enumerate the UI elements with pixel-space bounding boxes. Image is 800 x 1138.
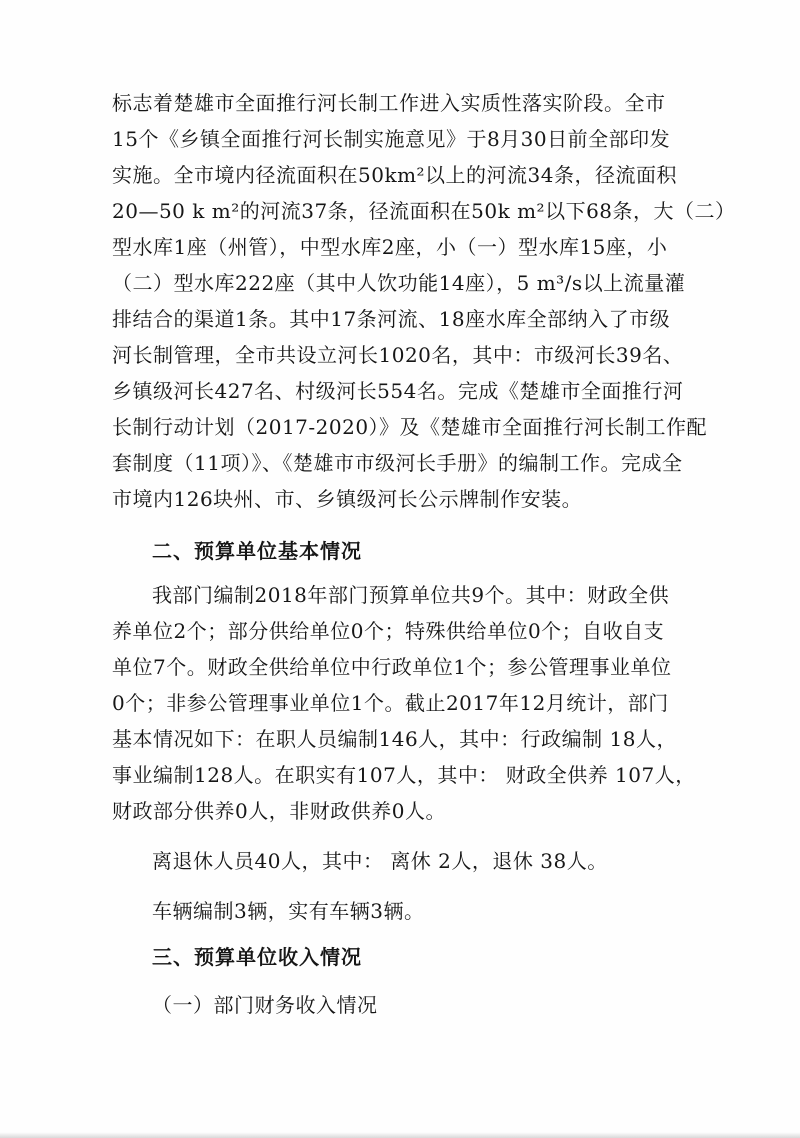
subsection-heading: （一）部门财务收入情况 [152,993,378,1017]
paragraph-line: 0个；非参公管理事业单位1个。截止2017年12月统计，部门 [112,691,669,715]
paragraph-line: 市境内126块州、市、乡镇级河长公示牌制作安装。 [112,487,583,511]
section-heading-3: 三、预算单位收入情况 [152,945,362,969]
paragraph-line: 单位7个。财政全供给单位中行政单位1个；参公管理事业单位 [112,655,672,679]
paragraph-line: 排结合的渠道1条。其中17条河流、18座水库全部纳入了市级 [112,307,671,331]
paragraph-line: 财政部分供养0人，非财政供养0人。 [112,799,446,823]
paragraph-line: 标志着楚雄市全面推行河长制工作进入实质性落实阶段。全市 [112,91,666,115]
paragraph-line: 离退休人员40人，其中： 离休 2人，退休 38人。 [152,849,608,873]
section-heading-2: 二、预算单位基本情况 [152,539,362,563]
paragraph-line: 河长制管理，全市共设立河长1020名，其中：市级河长39名、 [112,343,684,367]
paragraph-line: 乡镇级河长427名、村级河长554名。完成《楚雄市全面推行河 [112,379,684,403]
scan-edge [0,1132,800,1138]
paragraph-line: 型水库1座（州管），中型水库2座，小（一）型水库15座，小 [112,235,668,259]
paragraph-line: 长制行动计划（2017-2020）》及《楚雄市全面推行河长制工作配 [112,415,708,439]
paragraph-line: 车辆编制3辆，实有车辆3辆。 [152,899,425,923]
paragraph-line: 15个《乡镇全面推行河长制实施意见》于8月30日前全部印发 [112,127,671,151]
paragraph-line: 基本情况如下：在职人员编制146人，其中：行政编制 18人， [112,727,677,751]
paragraph-line: 养单位2个；部分供给单位0个；特殊供给单位0个；自收自支 [112,619,665,643]
paragraph-line: 事业编制128人。在职实有107人，其中： 财政全供养 107人， [112,763,696,787]
paragraph-line: 套制度（11项）》、《楚雄市市级河长手册》的编制工作。完成全 [112,451,683,475]
paragraph-line: 实施。全市境内径流面积在50km²以上的河流34条，径流面积 [112,163,677,187]
paragraph-line: （二）型水库222座（其中人饮功能14座），5 m³/s以上流量灌 [112,271,686,295]
paragraph-line: 我部门编制2018年部门预算单位共9个。其中：财政全供 [152,583,670,607]
paragraph-line: 20—50 k m²的河流37条，径流面积在50k m²以下68条，大（二） [112,199,736,223]
